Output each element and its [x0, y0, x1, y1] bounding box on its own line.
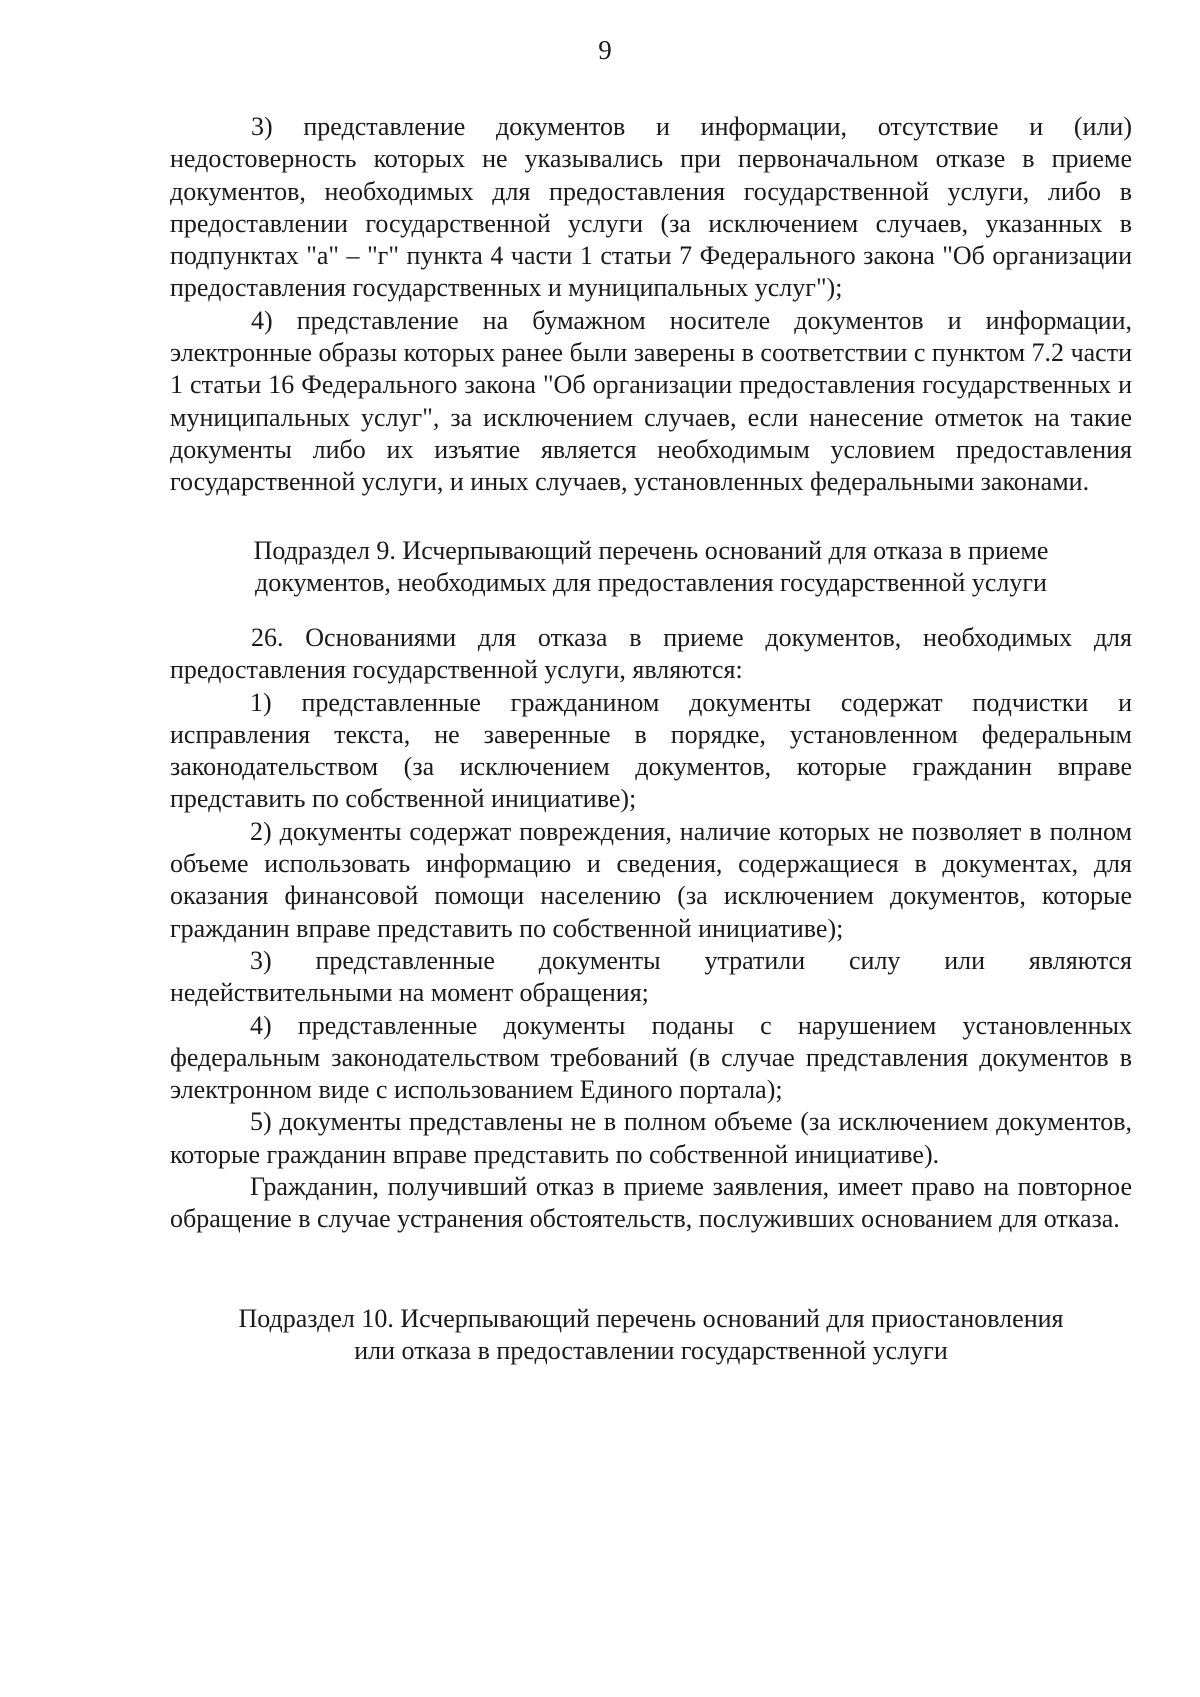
page-number: 9 — [598, 35, 612, 65]
item-26-section — [170, 622, 1132, 1236]
subsection-9-title-line-2: документов, необходимых для предоставления государственной услуги — [255, 568, 1047, 598]
subsection-10-heading — [160, 1303, 1142, 1368]
list-item-3: 3) представление документов и информации, отсутствие и (или) недостоверность которых не указывались при первоначальном отказе в приеме документов, необходимых для предоставления государственной услуги, либо в предоставлении государственной услуги (за исключением случаев, указанных в подпунктах "а" – "г" пункта 4 части 1 статьи 7 Федерального закона "Об организации предоставления государственных и муниципальных услуг"); — [170, 112, 1132, 303]
subsection-9-title-line-1: Подраздел 9. Исчерпывающий перечень оснований для отказа в приеме — [253, 536, 1049, 565]
item-26-subitem-4: 4) представленные документы поданы с нарушением установленных федеральным законодательством требований (в случае представления документов в электронном виде с использованием Единого портала); — [170, 1010, 1132, 1105]
subsection-9-heading — [160, 535, 1142, 600]
subsection-10-title-line-2: или отказа в предоставлении государственной услуги — [354, 1336, 948, 1366]
item-26-subitem-3: 3) представленные документы утратили силу или являются недействительными на момент обращения; — [170, 945, 1132, 1008]
item-26-subitem-5: 5) документы представлены не в полном объеме (за исключением документов, которые гражданин вправе представить по собственной инициативе). — [170, 1107, 1132, 1169]
item-26-closing: Гражданин, получивший отказ в приеме заявления, имеет право на повторное обращение в случае устранения обстоятельств, послуживших основанием для отказа. — [170, 1172, 1132, 1234]
item-26-subitem-1: 1) представленные гражданином документы содержат подчистки и исправления текста, не заверенные в порядке, установленном федеральным законодательством (за исключением документов, которые гражданин вправе представить по собственной инициативе); — [170, 687, 1132, 814]
list-item-4: 4) представление на бумажном носителе документов и информации, электронные образы которых ранее были заверены в соответствии с пунктом 7.2 части 1 статьи 16 Федерального закона "Об организации предоставления государственных и муниципальных услуг", за исключением случаев, если нанесение отметок на такие документы либо их изъятие является необходимым условием предоставления государственной услуги, и иных случаев, установленных федеральными законами. — [170, 305, 1132, 497]
item-26-intro: 26. Основаниями для отказа в приеме документов, необходимых для предоставления государственной услуги, являются: — [170, 623, 1132, 685]
subsection-10-title-line-1: Подраздел 10. Исчерпывающий перечень оснований для приостановления — [238, 1304, 1064, 1333]
continued-list — [170, 111, 1132, 499]
item-26-subitem-2: 2) документы содержат повреждения, наличие которых не позволяет в полном объеме использовать информацию и сведения, содержащиеся в документах, для оказания финансовой помощи населению (за исключением документов, которые гражданин вправе представить по собственной инициативе); — [170, 816, 1132, 943]
